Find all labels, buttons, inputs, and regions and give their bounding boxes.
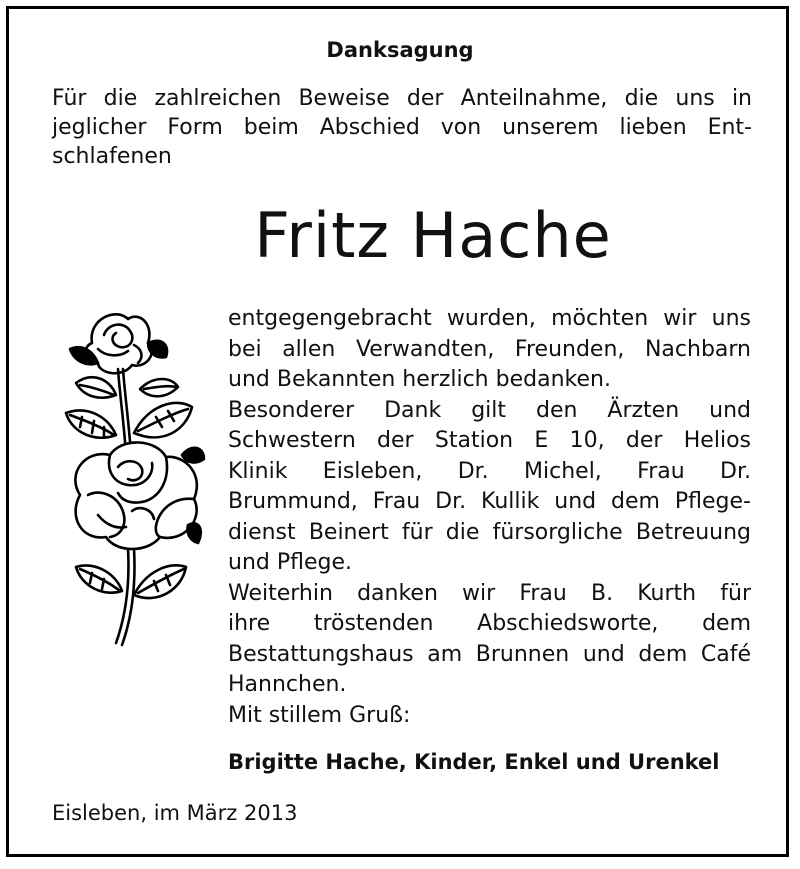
body-line: bei allen Verwandten, Freunden, Nachbarn <box>228 336 751 362</box>
intro-line: Für die zahlreichen Beweise der Anteilnahme, die uns in <box>52 86 752 111</box>
closing-greeting: Mit stillem Gruß: <box>228 702 411 728</box>
rose-icon <box>58 305 206 647</box>
heading: Danksagung <box>326 38 474 62</box>
signature: Brigitte Hache, Kinder, Enkel und Urenkel <box>228 750 720 774</box>
body-line: Brummund, Frau Dr. Kullik und dem Pflege- <box>228 489 751 514</box>
body-line: Weiterhin danken wir Frau B. Kurth für <box>228 580 751 606</box>
body-line: ihre tröstenden Abschiedsworte, dem <box>228 611 751 636</box>
intro-line: schlafenen <box>52 144 172 169</box>
body-line: Besonderer Dank gilt den Ärzten und <box>228 397 751 423</box>
body-line: Klinik Eisleben, Dr. Michel, Frau Dr. <box>228 458 751 484</box>
body-line: und Pflege. <box>228 550 352 575</box>
place-date: Eisleben, im März 2013 <box>52 801 298 825</box>
deceased-name: Fritz Hache <box>254 199 612 272</box>
body-line: Bestattungshaus am Brunnen und dem Café <box>228 641 751 667</box>
body-line: und Bekannten herzlich bedanken. <box>228 367 611 392</box>
body-line: entgegengebracht wurden, möchten wir uns <box>228 306 751 331</box>
intro-paragraph <box>52 84 752 171</box>
body-line: dienst Beinert für die fürsorgliche Betreuung <box>228 519 751 545</box>
intro-line: jeglicher Form beim Abschied von unserem lieben Ent- <box>52 115 752 140</box>
thanks-paragraph <box>228 304 751 731</box>
body-line: Schwestern der Station E 10, der Helios <box>228 428 751 453</box>
body-line: Hannchen. <box>228 672 347 697</box>
